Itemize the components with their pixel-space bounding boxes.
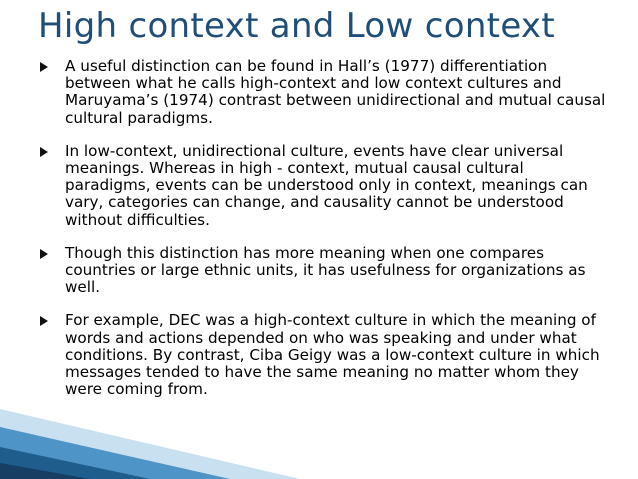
bullet-item	[38, 143, 610, 229]
bullet-text: A useful distinction can be found in Hall’s (1977) differentiation between what he calls high-context and low context cultures and Maruyama’s (1974) contrast between unidirectional and mutual causal cultural paradigms.	[65, 57, 606, 127]
bullet-text: In low-context, unidirectional culture, events have clear universal meanings. Whereas in high - context, mutual causal cultural paradigms, events can be understood only in context, meanings can vary, categories can change, and causality cannot be understood without difficulties.	[65, 141, 588, 229]
bullet-item	[38, 245, 610, 297]
bullet-list	[38, 58, 610, 414]
triangle-bullet-icon	[40, 62, 48, 72]
triangle-bullet-icon	[40, 249, 48, 259]
slide-title: High context and Low context	[38, 6, 555, 46]
blue-swoosh-corner-icon	[0, 389, 300, 479]
triangle-bullet-icon	[40, 147, 48, 157]
bullet-text: Though this distinction has more meaning when one compares countries or large ethnic units, it has usefulness for organizations as well.	[65, 243, 586, 297]
bullet-item	[38, 312, 610, 398]
triangle-bullet-icon	[40, 316, 48, 326]
bullet-text: For example, DEC was a high-context culture in which the meaning of words and actions depended on who was speaking and under what conditions. By contrast, Ciba Geigy was a low-context culture in which messages tended to have the same meaning no matter whom they were coming from.	[65, 311, 600, 399]
bullet-item	[38, 58, 610, 127]
